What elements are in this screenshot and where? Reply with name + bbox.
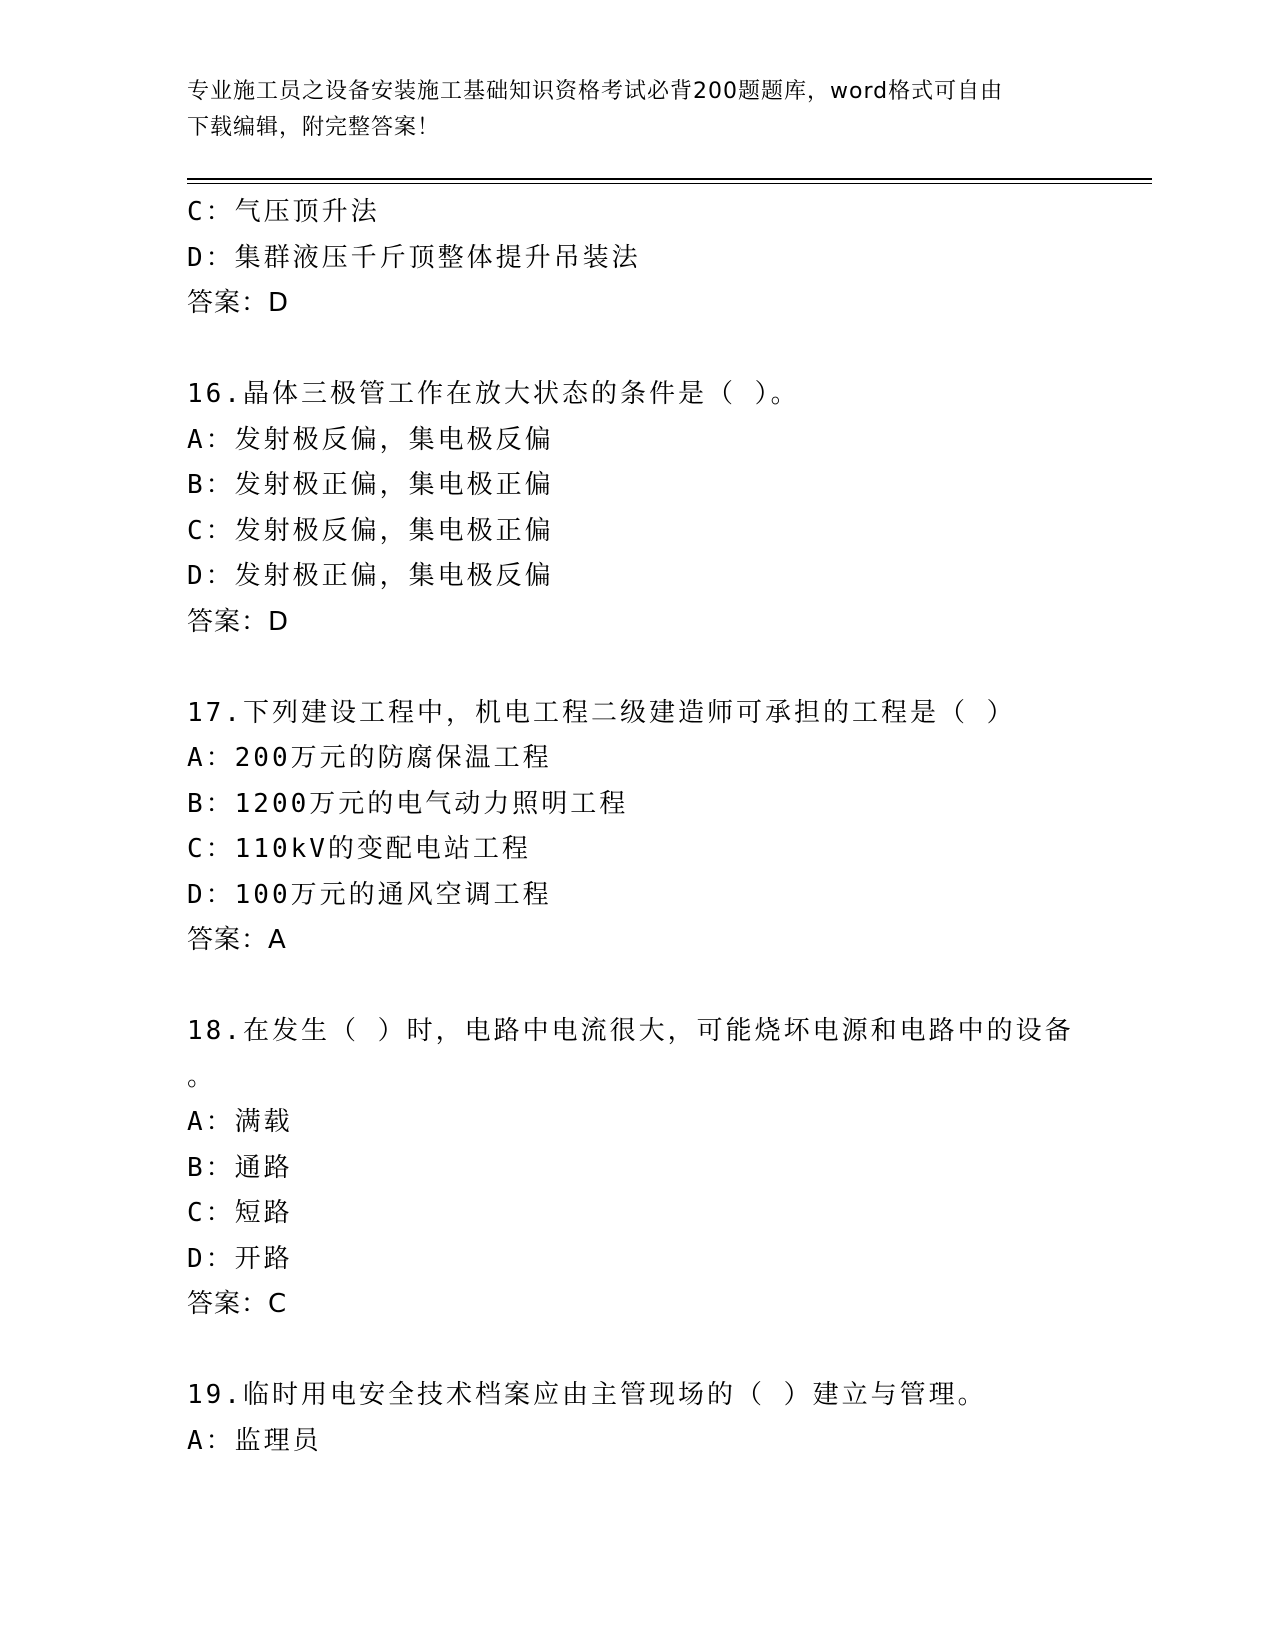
question-15	[187, 190, 1147, 327]
question-17	[187, 691, 1147, 964]
option-a: A：发射极反偏，集电极反偏	[187, 424, 554, 455]
spacer	[187, 645, 1147, 691]
option-c: C：气压顶升法	[187, 197, 380, 227]
question-text: 17.下列建设工程中，机电工程二级建造师可承担的工程是（ ）	[187, 697, 1016, 728]
option-a: A：满载	[187, 1107, 293, 1137]
header-line-1: 专业施工员之设备安装施工基础知识资格考试必背200题题库，word格式可自由	[187, 79, 1004, 104]
spacer	[187, 1328, 1147, 1374]
answer: 答案：D	[187, 606, 290, 637]
question-text: 18.在发生（ ）时，电路中电流很大，可能烧坏电源和电路中的设备	[187, 1016, 1074, 1046]
document-header	[187, 74, 1067, 146]
header-line-2: 下载编辑，附完整答案！	[187, 115, 441, 140]
answer: 答案：A	[187, 925, 287, 955]
option-c: C：发射极反偏，集电极正偏	[187, 515, 554, 546]
option-c: C：短路	[187, 1198, 293, 1228]
question-19	[187, 1373, 1147, 1464]
option-c: C：110kV的变配电站工程	[187, 834, 531, 864]
header-divider-thin	[187, 183, 1152, 184]
option-d: D：100万元的通风空调工程	[187, 879, 552, 910]
option-d: D：发射极正偏，集电极反偏	[187, 561, 554, 591]
question-text: 19.临时用电安全技术档案应由主管现场的（ ）建立与管理。	[187, 1380, 987, 1410]
question-text: 16.晶体三极管工作在放大状态的条件是（ ）。	[187, 379, 800, 409]
header-divider-thick	[187, 178, 1152, 180]
option-d: D：集群液压千斤顶整体提升吊装法	[187, 242, 641, 273]
option-b: B：1200万元的电气动力照明工程	[187, 788, 629, 819]
option-a: A：200万元的防腐保温工程	[187, 743, 552, 773]
option-b: B：通路	[187, 1152, 293, 1183]
option-b: B：发射极正偏，集电极正偏	[187, 470, 554, 500]
spacer	[187, 327, 1147, 373]
question-16	[187, 372, 1147, 645]
option-a: A：监理员	[187, 1425, 322, 1456]
question-18	[187, 1009, 1147, 1328]
answer: 答案：D	[187, 288, 290, 318]
answer: 答案：C	[187, 1289, 288, 1319]
spacer	[187, 964, 1147, 1010]
option-d: D：开路	[187, 1243, 293, 1274]
question-text-end: 。	[187, 1061, 217, 1092]
question-list	[187, 190, 1147, 1464]
